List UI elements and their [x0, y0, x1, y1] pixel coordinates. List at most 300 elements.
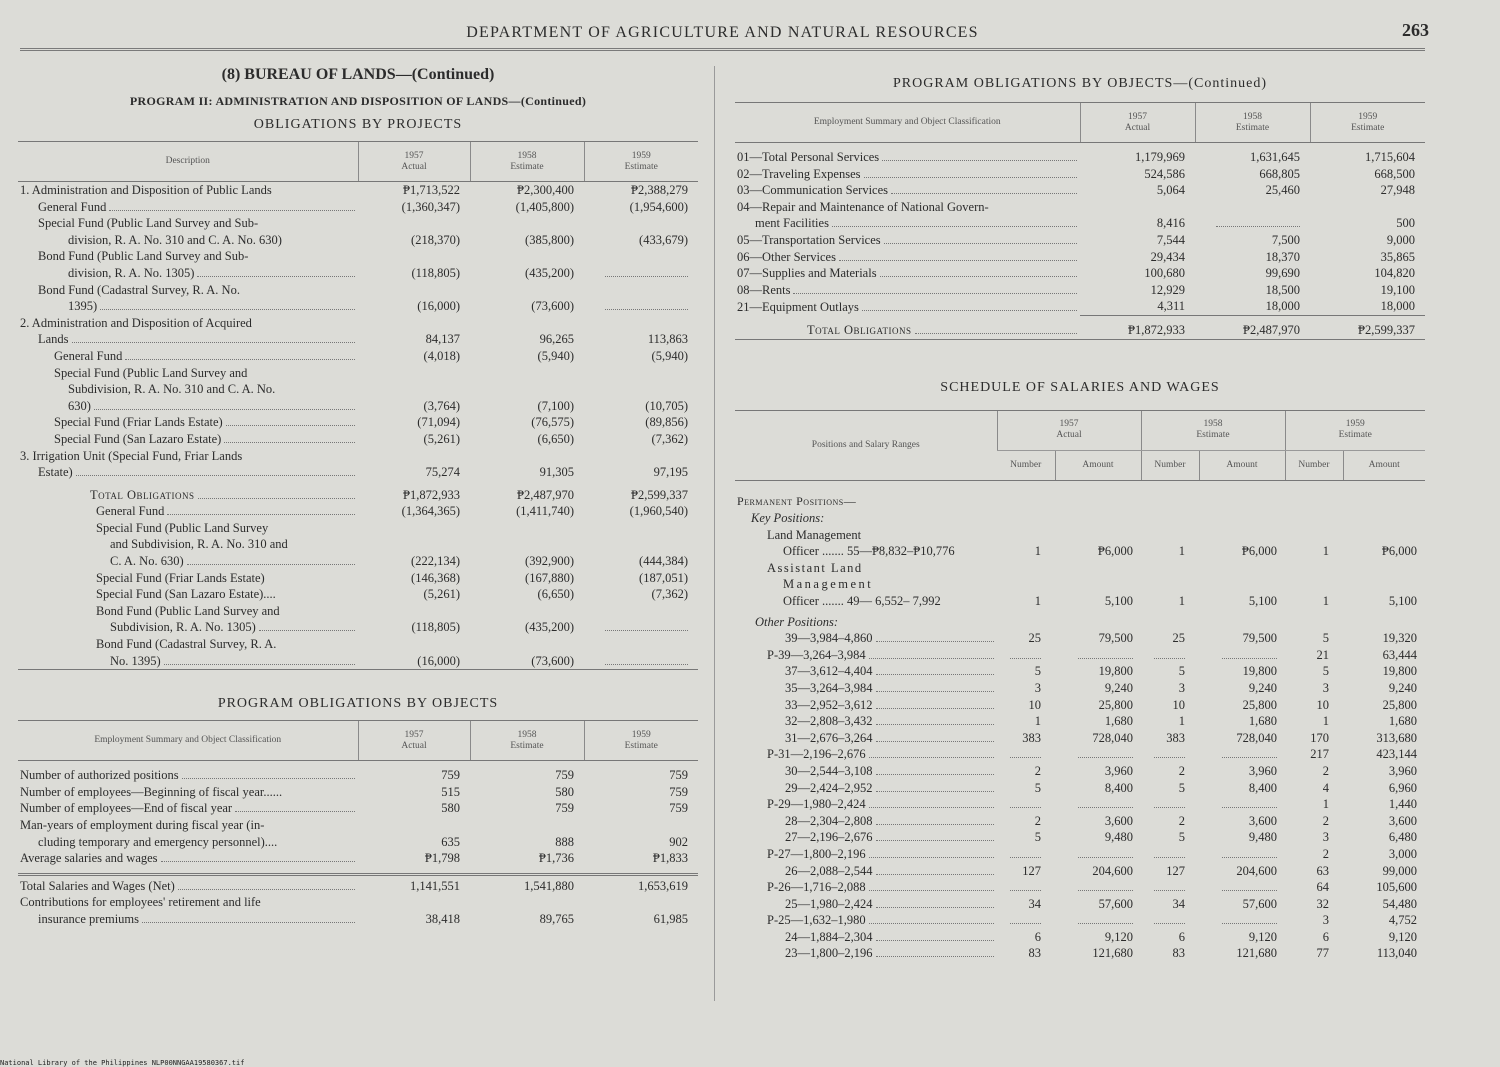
value-1959 — [584, 315, 698, 332]
row-description: Number of employees—Beginning of fiscal year...... — [20, 784, 283, 799]
value-1957 — [358, 448, 470, 465]
value-1957: (71,094) — [417, 415, 460, 430]
position-amount: 9,480 — [1104, 830, 1133, 845]
position-count — [1141, 912, 1199, 929]
bureau-title: (8) BUREAU OF LANDS—(Continued) — [221, 66, 495, 83]
salary-range-row — [735, 945, 1425, 962]
position-amount: 3,000 — [1388, 846, 1417, 861]
row-description: 04—Repair and Maintenance of National Govern- — [737, 199, 989, 214]
object-row — [735, 166, 1425, 183]
object-row — [735, 199, 1425, 216]
position-amount: 19,800 — [1382, 664, 1417, 679]
value-1958 — [470, 603, 584, 620]
value-1957 — [358, 520, 470, 537]
row-description: 06—Other Services — [735, 249, 1080, 266]
position-count: 5 — [1178, 780, 1185, 795]
position-amount: ₱6,000 — [1241, 544, 1277, 559]
value-1957 — [358, 282, 470, 299]
row-description: Special Fund (Public Land Survey and Sub- — [38, 216, 259, 231]
row-description: General Fund — [18, 348, 358, 365]
value-1957: (1,364,365) — [401, 504, 460, 519]
position-amount: 9,240 — [1104, 680, 1133, 695]
position-count: 10 — [1316, 697, 1329, 712]
position-count: 5 — [1034, 830, 1041, 845]
position-amount: 9,480 — [1248, 830, 1277, 845]
col-1957: 1957 Actual — [997, 410, 1141, 450]
row-description: Number of authorized positions — [18, 761, 358, 784]
project-row — [18, 365, 698, 382]
value-1959 — [584, 248, 698, 265]
value-1958: ₱1,736 — [538, 851, 574, 866]
value-1959 — [584, 215, 698, 232]
col-positions: Positions and Salary Ranges — [735, 410, 997, 480]
value-1958: (73,600) — [470, 653, 584, 670]
key-position-label-row — [735, 560, 1425, 577]
value-1957: (218,370) — [411, 232, 460, 247]
position-count: 1 — [1178, 544, 1185, 559]
value-1959: 61,985 — [653, 911, 688, 926]
col-amount: Amount — [1199, 450, 1285, 480]
position-count: 5 — [1178, 664, 1185, 679]
salary-range: P-27—1,800–2,196 — [735, 846, 997, 863]
position-count: 5 — [1322, 631, 1329, 646]
col-description: Description — [18, 142, 358, 182]
position-amount — [1199, 746, 1285, 763]
value-1958: (7,100) — [537, 398, 574, 413]
employment-row — [18, 850, 698, 867]
project-row — [18, 232, 698, 249]
value-1957: (118,805) — [411, 620, 460, 635]
position-count — [997, 846, 1055, 863]
col-number: Number — [997, 450, 1055, 480]
position-count — [1141, 846, 1199, 863]
value-1959 — [584, 265, 698, 282]
salary-range-row — [735, 663, 1425, 680]
value-1958: ₱2,487,970 — [517, 487, 574, 502]
salary-range: 24—1,884–2,304 — [735, 929, 997, 946]
position-amount: 5,100 — [1388, 594, 1417, 608]
value-1957: (222,134) — [411, 554, 460, 569]
value-1959: 759 — [669, 784, 688, 799]
value-1957: 7,544 — [1156, 232, 1185, 247]
salary-range-row — [735, 846, 1425, 863]
salary-range-row — [735, 813, 1425, 830]
row-description: 02—Traveling Expenses — [735, 166, 1080, 183]
position-amount: 3,600 — [1248, 813, 1277, 828]
salary-range: 30—2,544–3,108 — [735, 763, 997, 780]
salary-body — [18, 878, 698, 928]
position-count — [1141, 879, 1199, 896]
value-1958 — [470, 215, 584, 232]
empty-cell — [1199, 576, 1285, 593]
col-1958: 1958 Estimate — [470, 142, 584, 182]
position-count — [997, 879, 1055, 896]
page-header — [20, 18, 1429, 51]
total-obligations-row: Total Obligations ₱1,872,933 ₱2,487,970 ₱2,599,337 — [735, 315, 1425, 339]
value-1957: (5,261) — [423, 587, 460, 602]
program-title: PROGRAM II: ADMINISTRATION AND DISPOSITION OF LANDS—(Continued) — [129, 94, 587, 108]
value-1958: 668,805 — [1259, 166, 1300, 181]
position-count: 5 — [1034, 780, 1041, 795]
position-count: 127 — [1166, 863, 1185, 878]
value-1958: (1,411,740) — [516, 504, 574, 519]
value-1957: 8,416 — [1156, 216, 1185, 231]
position-amount: 19,320 — [1382, 631, 1417, 646]
value-1958: 18,000 — [1265, 299, 1300, 314]
key-position-label-row — [735, 576, 1425, 593]
value-1958: 99,690 — [1265, 266, 1300, 281]
value-1957: 1,179,969 — [1135, 150, 1185, 164]
position-count: 5 — [1034, 664, 1041, 679]
position-count: 2 — [1034, 763, 1041, 778]
position-amount: ₱6,000 — [1097, 544, 1133, 559]
position-count — [997, 912, 1055, 929]
project-row — [18, 464, 698, 481]
position-count: 1 — [1322, 797, 1329, 812]
row-description: Average salaries and wages — [18, 850, 358, 867]
value-1959 — [584, 381, 698, 398]
value-1957: (4,018) — [423, 348, 460, 363]
value-1957: (16,000) — [417, 299, 460, 314]
value-1958 — [470, 282, 584, 299]
value-1957: 29,434 — [1150, 249, 1185, 264]
value-1958: 759 — [555, 801, 574, 816]
position-count: 170 — [1310, 730, 1329, 745]
salary-range: 29—2,424–2,952 — [735, 780, 997, 797]
position-count: 2 — [1322, 813, 1329, 828]
position-amount — [1199, 879, 1285, 896]
value-1957 — [358, 894, 470, 911]
project-row — [18, 182, 698, 199]
empty-cell — [1199, 527, 1285, 544]
value-1957: 5,064 — [1156, 183, 1185, 198]
position-amount — [1199, 647, 1285, 664]
row-description: Bond Fund (Public Land Survey and Sub- — [38, 249, 249, 264]
left-column — [18, 58, 698, 928]
position-amount: 3,600 — [1104, 813, 1133, 828]
value-1957 — [358, 315, 470, 332]
salary-range: P-25—1,632–1,980 — [735, 912, 997, 929]
position-count: 6 — [1178, 929, 1185, 944]
schedule-body — [735, 480, 1425, 962]
schedule-title: SCHEDULE OF SALARIES AND WAGES — [940, 379, 1220, 395]
position-amount: 3,960 — [1388, 763, 1417, 778]
project-row — [18, 348, 698, 365]
double-rule — [18, 873, 698, 876]
projects-title: OBLIGATIONS BY PROJECTS — [253, 117, 463, 132]
key-position-title: Management — [783, 577, 874, 592]
row-description: 01—Total Personal Services — [735, 143, 1080, 166]
employment-row — [18, 784, 698, 801]
col-1958: 1958 Estimate — [1195, 103, 1310, 143]
position-amount: 313,680 — [1376, 730, 1417, 745]
value-1958: 1,631,645 — [1250, 150, 1300, 164]
empty-cell — [1343, 576, 1425, 593]
empty-cell — [997, 527, 1055, 544]
value-1958: (435,200) — [525, 265, 574, 280]
salary-range-row — [735, 796, 1425, 813]
row-description: No. 1395) — [18, 653, 358, 670]
project-row — [18, 414, 698, 431]
objects-title: PROGRAM OBLIGATIONS BY OBJECTS — [217, 696, 499, 712]
total-row — [18, 619, 698, 636]
employment-row — [18, 817, 698, 834]
row-description: Subdivision, R. A. No. 1305) — [18, 619, 358, 636]
position-amount: 5,100 — [1248, 594, 1277, 608]
value-1959: 902 — [669, 834, 688, 849]
total-row — [18, 636, 698, 653]
position-count: 83 — [1028, 946, 1041, 961]
salary-range: 33—2,952–3,612 — [735, 697, 997, 714]
col-1959: 1959 Estimate — [584, 721, 698, 761]
value-1959: (89,856) — [645, 415, 688, 430]
position-count: 1 — [1322, 544, 1329, 559]
row-description: 2. Administration and Disposition of Acquired — [20, 315, 252, 330]
object-row — [735, 182, 1425, 199]
empty-cell — [1343, 527, 1425, 544]
position-count — [1141, 796, 1199, 813]
position-count: 3 — [1322, 913, 1329, 928]
project-row — [18, 381, 698, 398]
value-1958: 89,765 — [539, 911, 574, 926]
position-count: 3 — [1322, 680, 1329, 695]
value-1959 — [584, 619, 698, 636]
position-amount: 728,040 — [1092, 730, 1133, 745]
value-1958: 91,305 — [539, 465, 574, 480]
value-1957 — [358, 365, 470, 382]
value-1957: 84,137 — [425, 332, 460, 347]
salary-range-row — [735, 863, 1425, 880]
value-1958: 888 — [555, 834, 574, 849]
position-count: 34 — [1028, 896, 1041, 911]
row-description: Bond Fund (Public Land Survey and — [96, 603, 280, 618]
objects-body — [735, 143, 1425, 316]
position-amount: 79,500 — [1242, 631, 1277, 646]
value-1959: (433,679) — [639, 232, 688, 247]
row-description: ment Facilities — [735, 215, 1080, 232]
salary-row — [18, 878, 698, 895]
value-1959: 1,653,619 — [638, 878, 688, 893]
position-amount — [1055, 879, 1141, 896]
col-1957: 1957 Actual — [1080, 103, 1195, 143]
value-1957: ₱1,872,933 — [403, 487, 460, 502]
position-amount — [1199, 796, 1285, 813]
value-1957: ₱1,713,522 — [403, 183, 460, 197]
salaries-table — [18, 878, 698, 928]
empty-cell — [997, 560, 1055, 577]
key-position-row — [735, 593, 1425, 610]
value-1959: 104,820 — [1374, 266, 1415, 281]
salary-range: 39—3,984–4,860 — [735, 630, 997, 647]
row-description: Total Obligations — [18, 481, 358, 504]
position-amount: 54,480 — [1382, 896, 1417, 911]
value-1958: (6,650) — [537, 431, 574, 446]
salary-range-row — [735, 680, 1425, 697]
value-1957 — [358, 536, 470, 553]
permanent-label-row: Permanent Positions— — [737, 494, 857, 509]
value-1959 — [584, 365, 698, 382]
value-1959: ₱2,599,337 — [631, 487, 688, 502]
employment-table — [18, 720, 698, 867]
col-1959: 1959 Estimate — [1310, 103, 1425, 143]
position-count: 63 — [1316, 863, 1329, 878]
salary-range-row — [735, 713, 1425, 730]
value-1959: (7,362) — [651, 587, 688, 602]
value-1958: (6,650) — [537, 587, 574, 602]
value-1959 — [1310, 199, 1425, 216]
position-amount: 8,400 — [1248, 780, 1277, 795]
total-row — [18, 603, 698, 620]
position-count: 1 — [1178, 714, 1185, 729]
value-1958 — [470, 381, 584, 398]
total-row — [18, 536, 698, 553]
total-row — [18, 481, 698, 504]
value-1958: 25,460 — [1265, 183, 1300, 198]
position-count — [997, 647, 1055, 664]
key-position-row — [735, 543, 1425, 560]
position-count — [1141, 746, 1199, 763]
position-amount: 728,040 — [1236, 730, 1277, 745]
position-count: 2 — [1178, 763, 1185, 778]
empty-cell — [1055, 576, 1141, 593]
value-1957 — [358, 817, 470, 834]
position-amount: 9,120 — [1388, 929, 1417, 944]
row-description: Special Fund (Public Land Survey and — [54, 365, 248, 380]
position-amount: 1,680 — [1388, 714, 1417, 729]
row-description: Bond Fund (Cadastral Survey, R. A. No. — [38, 282, 240, 297]
row-description: Subdivision, R. A. No. 310 and C. A. No. — [68, 382, 276, 397]
salary-range-row — [735, 730, 1425, 747]
project-row — [18, 315, 698, 332]
position-amount — [1055, 846, 1141, 863]
value-1958: 18,370 — [1265, 249, 1300, 264]
position-amount: 19,800 — [1242, 664, 1277, 679]
project-row — [18, 215, 698, 232]
row-description: General Fund — [18, 503, 358, 520]
value-1959: 759 — [669, 801, 688, 816]
value-1957: 12,929 — [1150, 282, 1185, 297]
total-row — [18, 553, 698, 570]
position-amount: 1,440 — [1388, 797, 1417, 812]
position-count: 10 — [1172, 697, 1185, 712]
row-description: Number of employees—End of fiscal year — [18, 800, 358, 817]
position-count — [997, 746, 1055, 763]
position-amount: 3,960 — [1104, 763, 1133, 778]
value-1957: ₱1,798 — [424, 851, 460, 866]
value-1959: 759 — [669, 768, 688, 783]
objects-cont-title: PROGRAM OBLIGATIONS BY OBJECTS—(Continued) — [892, 76, 1267, 91]
position-count: 2 — [1322, 846, 1329, 861]
position-count: 25 — [1172, 631, 1185, 646]
row-description: Special Fund (Public Land Survey — [96, 520, 269, 535]
position-count: 83 — [1172, 946, 1185, 961]
salary-range-row — [735, 647, 1425, 664]
salary-range: 25—1,980–2,424 — [735, 896, 997, 913]
objects-table — [735, 102, 1425, 340]
value-1957: 1,141,551 — [410, 878, 460, 893]
value-1958: 7,500 — [1271, 232, 1300, 247]
value-1959: 19,100 — [1380, 282, 1415, 297]
position-amount: 3,600 — [1388, 813, 1417, 828]
row-description: Estate) — [18, 464, 358, 481]
salary-row — [18, 911, 698, 928]
position-amount: 4,752 — [1388, 913, 1417, 928]
row-description: Special Fund (Friar Lands Estate) — [18, 414, 358, 431]
value-1959: 35,865 — [1380, 249, 1415, 264]
employment-row — [18, 761, 698, 784]
position-amount — [1055, 647, 1141, 664]
value-1959 — [584, 894, 698, 911]
position-amount: 3,960 — [1248, 763, 1277, 778]
value-1959: (7,362) — [651, 431, 688, 446]
value-1959 — [584, 448, 698, 465]
position-count: 1 — [1034, 714, 1041, 729]
position-count: 3 — [1034, 680, 1041, 695]
value-1958: (1,405,800) — [515, 199, 574, 214]
row-description: Total Salaries and Wages (Net) — [18, 878, 358, 895]
value-1959: 18,000 — [1380, 299, 1415, 314]
value-1957: (3,764) — [423, 398, 460, 413]
salary-range: 26—2,088–2,544 — [735, 863, 997, 880]
page-title: DEPARTMENT OF AGRICULTURE AND NATURAL RESOURCES — [466, 24, 979, 41]
salary-range-row — [735, 896, 1425, 913]
value-1958: (385,800) — [525, 232, 574, 247]
value-1957: (5,261) — [423, 431, 460, 446]
value-1958: 759 — [555, 768, 574, 783]
col-object-desc: Employment Summary and Object Classification — [735, 103, 1080, 143]
row-description: 21—Equipment Outlays — [735, 298, 1080, 315]
value-1958: 580 — [555, 784, 574, 799]
position-amount: 1,680 — [1104, 714, 1133, 729]
position-amount: 121,680 — [1092, 946, 1133, 961]
value-1957: 580 — [441, 801, 460, 816]
value-1959: 500 — [1396, 216, 1415, 231]
value-1959 — [584, 817, 698, 834]
value-1957: 515 — [441, 784, 460, 799]
value-1958: 96,265 — [539, 332, 574, 347]
value-1959 — [584, 282, 698, 299]
value-1959: (10,705) — [645, 398, 688, 413]
empty-cell — [1343, 560, 1425, 577]
value-1957 — [358, 603, 470, 620]
value-1958 — [1195, 199, 1310, 216]
value-1957: 38,418 — [425, 911, 460, 926]
position-amount: 9,240 — [1248, 680, 1277, 695]
position-amount: 113,040 — [1376, 946, 1417, 961]
col-amount: Amount — [1343, 450, 1425, 480]
position-amount: 63,444 — [1382, 647, 1417, 662]
row-description: Contributions for employees' retirement and life — [20, 895, 261, 910]
position-count — [997, 796, 1055, 813]
position-count: 383 — [1166, 730, 1185, 745]
position-amount: 105,600 — [1376, 880, 1417, 895]
position-count: 64 — [1316, 880, 1329, 895]
salary-range: 31—2,676–3,264 — [735, 730, 997, 747]
position-amount: 9,120 — [1104, 929, 1133, 944]
value-1958 — [470, 448, 584, 465]
salary-range-row — [735, 763, 1425, 780]
value-1958 — [470, 248, 584, 265]
value-1959 — [584, 603, 698, 620]
salary-range-row — [735, 746, 1425, 763]
project-row — [18, 431, 698, 448]
position-amount — [1055, 796, 1141, 813]
row-description: Special Fund (Friar Lands Estate) — [96, 570, 265, 585]
row-description: 1395) — [18, 298, 358, 315]
position-amount: 99,000 — [1382, 863, 1417, 878]
row-description: cluding temporary and emergency personnel).... — [38, 834, 278, 849]
other-label-row — [735, 610, 1425, 631]
